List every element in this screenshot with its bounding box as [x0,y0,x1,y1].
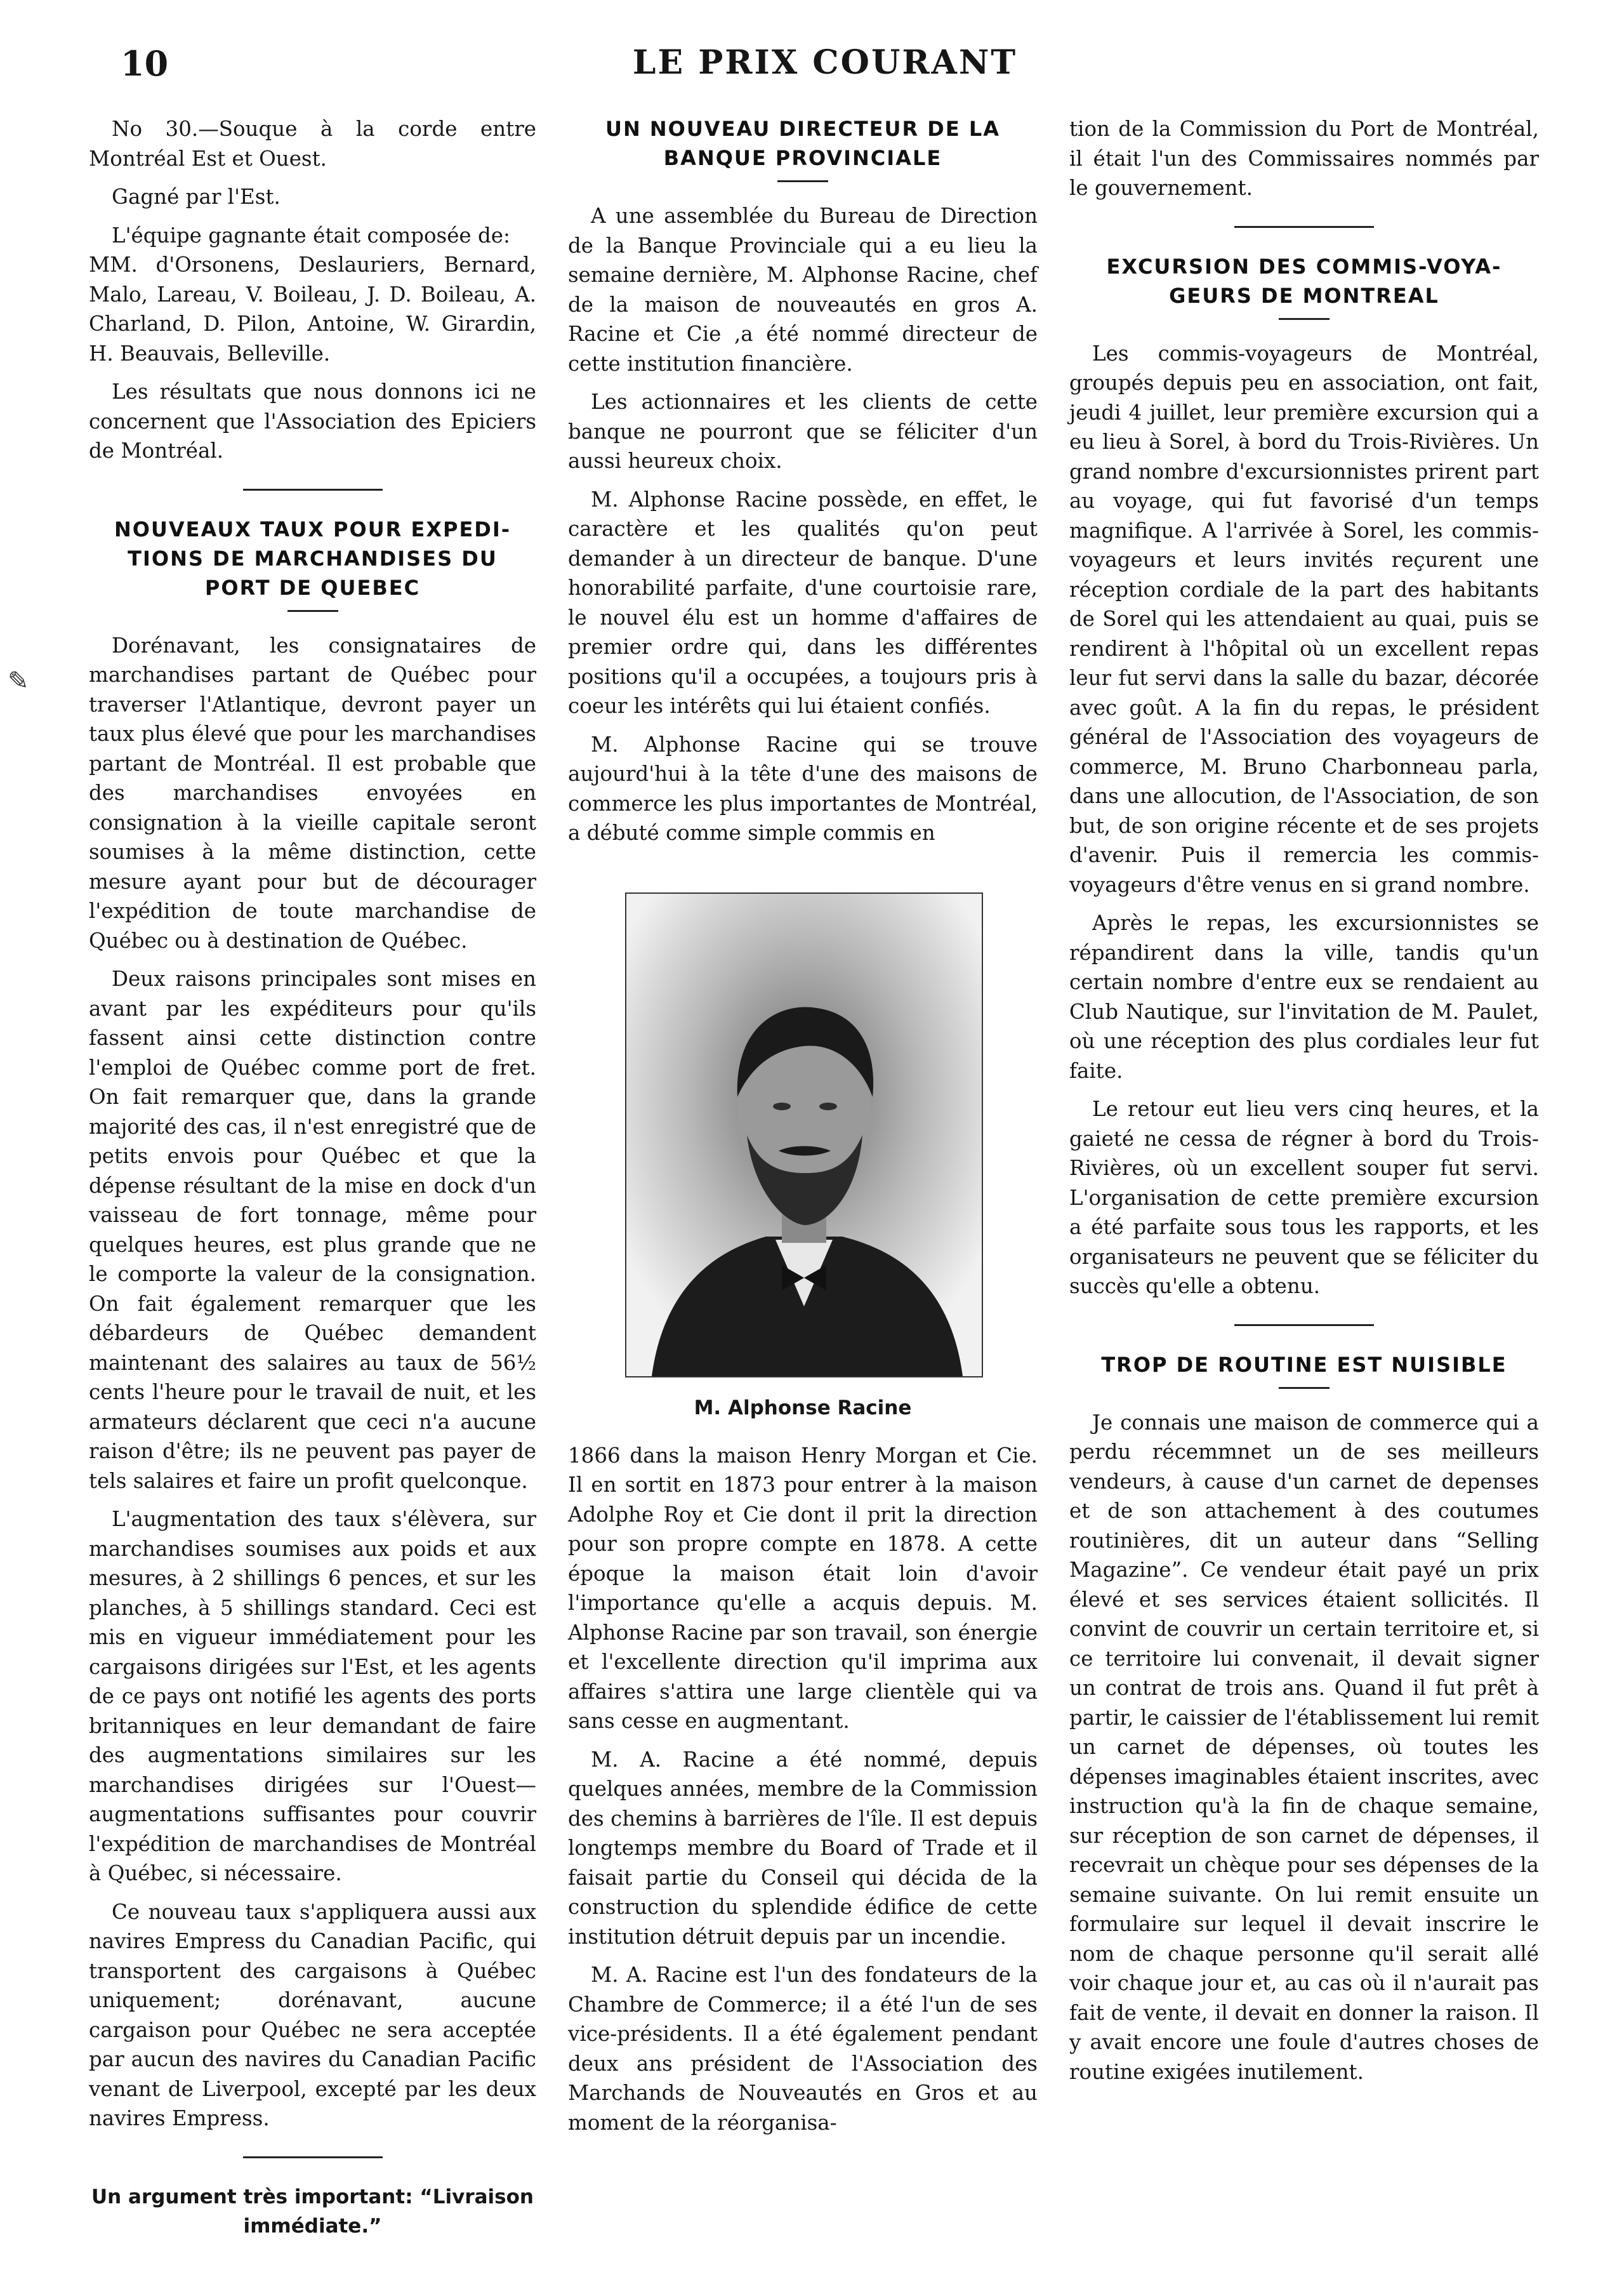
title-line: NOUVEAUX TAUX POUR EXPEDI- [114,517,511,541]
title-line: UN NOUVEAU DIRECTEUR DE LA [605,117,1001,141]
title-underline [1279,318,1330,320]
title-underline [777,180,828,182]
paragraph: Deux raisons principales sont mises en avant par les expéditeurs pour qu'ils fassent ainsi cette distinction contre l'emploi de Québec comme port de fret. On fait remarquer que, dans la grande majorité des cas, il n'est enregistré que de petits envois pour Québec et que la dépense résultant de la mise en dock d'un vaisseau de fort tonnage, même pour quelques heures, est plus grande que ne le comporte la valeur de la consignation. On fait également remarquer que les débardeurs de Québec demandent maintenant des salaires au taux de 56½ cents l'heure pour le travail de nuit, et les armateurs déclarent que ceci n'a aucune raison d'être; ils ne peuvent pas payer de tels salaires et faire un profit quelconque. [89,967,536,1493]
journal-title: LE PRIX COURANT [632,43,1018,82]
paragraph: Ce nouveau taux s'appliquera aussi aux navires Empress du Canadian Pacific, qui transportent des cargaisons à Québec uniquement; dorénavant, aucune cargaison pour Québec ne sera acceptée par aucun des navires du Canadian Pacific venant de Liverpool, excepté par les deux navires Empress. [89,1899,536,2130]
paragraph: M. Alphonse Racine qui se trouve aujourd'hui à la tête d'une des maisons de commerce les plus importantes de Montréal, a débuté comme simple commis en [568,732,1038,845]
paragraph: M. Alphonse Racine possède, en effet, le caractère et les qualités qu'on peut demander à un directeur de banque. D'une honorabilité parfaite, d'une courtoisie rare, le nouvel élu est un homme d'affaires de premier ordre qui, dans les différentes positions qu'il a occupées, a toujours pris à coeur les intérêts qui lui étaient confiés. [568,487,1038,718]
photo-caption: M. Alphonse Racine [694,1396,912,1419]
paragraph: Le retour eut lieu vers cinq heures, et la gaieté ne cessa de régner à bord du Trois-Rivières, où un excellent souper fut servi. L'organisation de cette première excursion a été parfaite sous tous les rapports, et les organisateurs ne peuvent que se féliciter du succès qu'elle a obtenu. [1069,1097,1539,1298]
paragraph: Les actionnaires et les clients de cette banque ne pourront que se féliciter d'un aussi heureux choix. [568,390,1038,473]
paragraph: 1866 dans la maison Henry Morgan et Cie. Il en sortit en 1873 pour entrer à la maison Adolphe Roy et Cie dont il prit la direction pour son propre compte en 1878. A cette époque la maison était loin d'avoir l'importance qu'elle a acquis depuis. M. Alphonse Racine par son travail, son énergie et l'excellente direction qu'il imprima aux affaires s'attira une large clientèle qui va sans cesse en augmentant. [568,1443,1038,1733]
title-underline [287,610,338,612]
portrait-illustration [626,894,982,1376]
team-names: MM. d'Orsonens, Deslauriers, Bernard, Malo, Lareau, V. Boileau, J. D. Boileau, A. Charland, D. Pilon, Antoine, W. Girardin, H. Beauvais, Belleville. [89,253,536,366]
title-line: TIONS DE MARCHANDISES DU [128,546,498,571]
paragraph: Je connais une maison de commerce qui a perdu récemmnet un de ses meilleurs vendeurs, à cause d'un carnet de depenses et de son attachement à des coutumes routinières, dit un auteur dans “Selling Magazine”. Ce vendeur était payé un prix élevé et ses services étaient sollicités. Il convint de couvrir un certain territoire et, si ce territoire lui convenait, il devait signer un contrat de trois ans. Quand il fut prêt à partir, le caissier de l'établissement lui remit un carnet de dépenses, où toutes les dépenses imaginables étaient inscrites, avec instruction qu'à la fin de chaque semaine, sur réception de son carnet de dépenses, il recevrait un chèque pour ses dépenses de la semaine suivante. On lui remit ensuite un formulaire sur lequel il devait inscrire le nom de chaque personne qu'il serait allé voir chaque jour et, au cas où il n'aurait pas fait de vente, il devait en donner la raison. Il y avait encore une foule d'autres choses de routine exigées inutilement. [1069,1410,1539,2084]
column-left [89,114,536,2241]
paragraph: M. A. Racine est l'un des fondateurs de la Chambre de Commerce; il a été l'un de ses vice-présidents. Il a été également pendant deux ans président de l'Association des Marchands de Nouveautés en Gros et au moment de la réorganisa- [568,1963,1038,2135]
title-line: BANQUE PROVINCIALE [663,146,942,170]
title-line: TROP DE ROUTINE EST NUISIBLE [1101,1352,1507,1377]
column-middle [568,114,1038,2146]
paragraph: A une assemblée du Bureau de Direction de la Banque Provinciale qui a eu lieu la semaine dernière, M. Alphonse Racine, chef de la maison de nouveautés en gros A. Racine et Cie ,a été nommé directeur de cette institution financière. [568,204,1038,376]
section-divider [243,2156,383,2158]
team-paragraph [89,221,536,369]
title-line: PORT DE QUEBEC [204,575,421,600]
section-divider [1234,226,1374,228]
title-line: GEURS DE MONTREAL [1169,283,1439,308]
article-title-excursion [1069,252,1539,310]
paragraph: Les résultats que nous donnons ici ne concernent que l'Association des Epiciers de Montréal. [89,380,536,463]
title-underline [1279,1387,1330,1389]
margin-mark: ✎ [8,667,29,696]
paragraph: Dorénavant, les consignataires de marchandises partant de Québec pour traverser l'Atlantique, devront payer un taux plus élevé que pour les marchandises partant de Montréal. Il est probable que des marchandises envoyées en consignation à la vieille capitale seront soumises à la même distinction, cette mesure ayant pour but de décourager l'expédition de toute marchandise de Québec ou à destination de Québec. [89,633,536,953]
paragraph: Gagné par l'Est. [112,185,280,209]
paragraph: Les commis-voyageurs de Montréal, groupés depuis peu en association, ont fait, jeudi 4 juillet, leur première excursion qui a eu lieu à Sorel, à bord du Trois-Rivières. Un grand nombre d'excursionnistes prirent part au voyage, qui fut favorisé d'un temps magnifique. A l'arrivée à Sorel, les commis-voyageurs et leurs invités reçurent une réception cordiale de la part des habitants de Sorel qui les attendaient au quai, puis se rendirent à l'hôpital où un excellent repas leur fut servi dans la salle du bazar, décorée avec goût. A la fin du repas, le président général de l'Association des voyageurs de commerce, M. Bruno Charbonneau parla, dans une allocution, de l'Association, de son but, de son origine récente et de ses projets d'avenir. Puis il remercia les commis-voyageurs d'être venus en si grand nombre. [1069,341,1539,897]
paragraph: M. A. Racine a été nommé, depuis quelques années, membre de la Commission des chemins à barrières de l'île. Il est depuis longtemps membre du Board of Trade et il faisait partie du Conseil qui décida de la construction du splendide édifice de cette institution détruit depuis par un incendie. [568,1747,1038,1949]
article-title-routine [1069,1350,1539,1379]
page-header [121,43,1529,88]
article-title-banque [568,114,1038,173]
bold-note: Un argument très important: “Livraison immédiate.” [91,2185,534,2238]
team-lead: L'équipe gagnante était composée de: [112,223,510,248]
section-divider [243,489,383,491]
paragraph: L'augmentation des taux s'élèvera, sur marchandises soumises aux poids et aux mesures, à 2 shillings 6 pences, et sur les planches, à 5 shillings standard. Ceci est mis en vigueur immédiatement pour les cargaisons dirigées sur l'Est, et les agents de ce pays ont notifié les agents des ports britanniques en leur demandant de faire des augmentations similaires sur les marchandises dirigées sur l'Ouest—augmentations suffisantes pour couvrir l'expédition de marchandises de Montréal à Québec, si nécessaire. [89,1507,536,1885]
page-number: 10 [121,43,169,84]
section-divider [1234,1324,1374,1326]
paragraph: tion de la Commission du Port de Montréal, il était l'un des Commissaires nommés par le gouvernement. [1069,117,1539,200]
paragraph: Après le repas, les excursionnistes se répandirent dans la ville, tandis qu'un certain nombre d'entre eux se rendaient au Club Nautique, sur l'invitation de M. Paulet, où une réception des plus cordiales leur fut faite. [1069,911,1539,1083]
title-line: EXCURSION DES COMMIS-VOYA- [1106,254,1502,279]
article-title-taux [89,515,536,602]
portrait-photo [625,893,983,1377]
paragraph: No 30.—Souque à la corde entre Montréal Est et Ouest. [89,117,536,171]
portrait-figure [625,893,980,1419]
column-right [1069,114,1539,2095]
